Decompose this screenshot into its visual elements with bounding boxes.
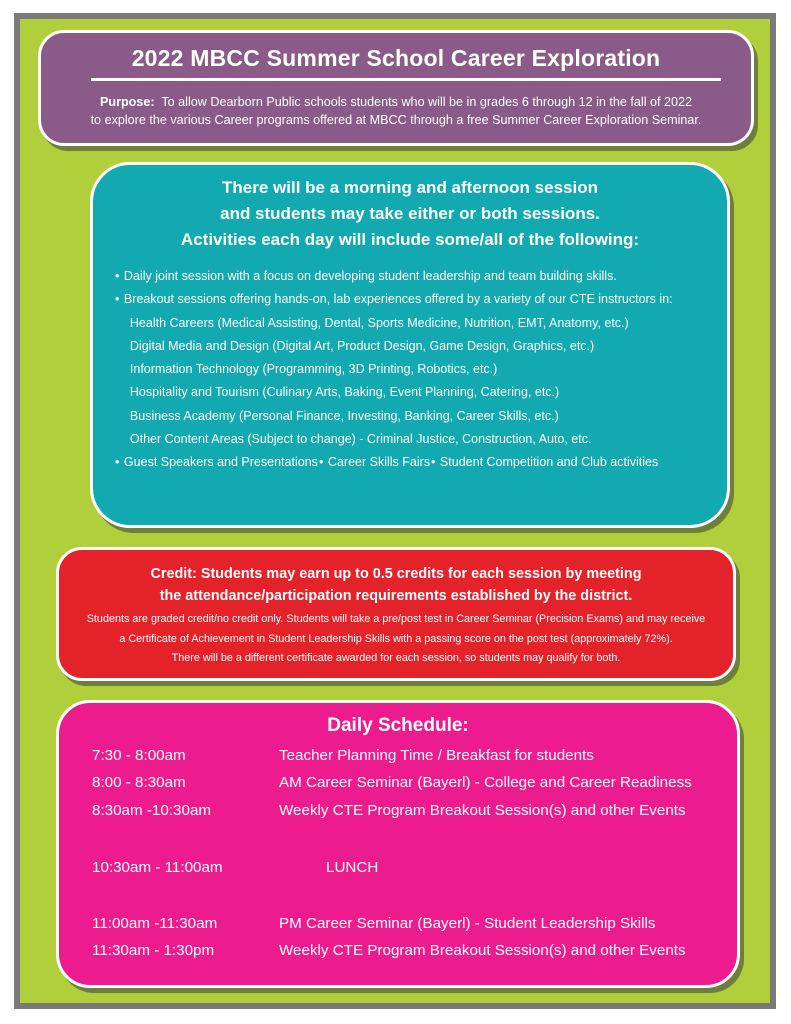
schedule-title: Daily Schedule:: [327, 715, 469, 736]
schedule-activity: AM Career Seminar (Bayerl) - College and Career Readiness: [279, 774, 692, 791]
schedule-time: 8:30am -10:30am: [92, 802, 212, 819]
sessions-heading-line-3: Activities each day will include some/all of the following:: [180, 230, 640, 249]
purpose-text: [47, 93, 745, 129]
activity-item: [431, 451, 658, 474]
activity-text: Information Technology (Programming, 3D Printing, Robotics, etc.): [129, 362, 498, 377]
activity-item: [115, 335, 594, 358]
bullet-icon: •: [431, 455, 436, 470]
bullet-icon: •: [319, 455, 324, 470]
activity-item: [115, 312, 629, 335]
activity-item: [115, 265, 617, 288]
activity-text: Student Competition and Club activities: [440, 455, 659, 470]
activity-item: [319, 451, 430, 474]
sessions-heading-line-1: There will be a morning and afternoon session: [222, 178, 598, 197]
schedule-time: 7:30 - 8:00am: [92, 747, 186, 764]
purpose-label: Purpose:: [99, 95, 155, 109]
schedule-activity: Weekly CTE Program Breakout Session(s) and other Events: [279, 942, 686, 959]
credit-details-line-3: There will be a different certificate awarded for each session, so students may qualify for both.: [171, 652, 621, 664]
bullet-icon: •: [115, 292, 120, 307]
schedule-activity: PM Career Seminar (Bayerl) - Student Leadership Skills: [279, 915, 656, 932]
credit-details: [59, 610, 733, 669]
activity-item: [115, 405, 559, 428]
sessions-heading: [93, 175, 727, 253]
title-divider: [91, 78, 721, 81]
activity-text: Other Content Areas (Subject to change) - Criminal Justice, Construction, Auto, etc.: [129, 432, 592, 447]
schedule-panel: [56, 700, 740, 988]
schedule-activity: Weekly CTE Program Breakout Session(s) and other Events: [279, 802, 686, 819]
activity-text: Health Careers (Medical Assisting, Dental, Sports Medicine, Nutrition, EMT, Anatomy, etc.): [129, 315, 629, 330]
bullet-icon: •: [115, 269, 120, 283]
purpose-line-2: to explore the various Career programs offered at MBCC through a free Summer Career Exploration Seminar.: [90, 113, 702, 127]
activity-text: Daily joint session with a focus on developing student leadership and team building skills.: [123, 269, 617, 283]
activity-item: [115, 428, 591, 451]
credit-details-line-1: Students are graded credit/no credit only. Students will take a pre/post test in Career Seminar (Precision Exams) and may receive: [86, 613, 706, 625]
activity-text: Breakout sessions offering hands-on, lab experiences offered by a variety of our CTE instructors in:: [123, 292, 673, 307]
activity-item: [115, 288, 673, 311]
schedule-time: 10:30am - 11:00am: [92, 859, 223, 876]
header-panel: [38, 30, 754, 146]
credit-panel: [56, 547, 736, 681]
schedule-time: 8:00 - 8:30am: [92, 774, 186, 791]
purpose-line-1: To allow Dearborn Public schools students who will be in grades 6 through 12 in the fall of 2022: [161, 95, 693, 109]
credit-details-line-2: a Certificate of Achievement in Student Leadership Skills with a passing score on the post test (approximately 72%).: [119, 632, 673, 645]
schedule-time: 11:00am -11:30am: [92, 915, 218, 932]
activity-text: Career Skills Fairs: [328, 455, 431, 470]
sessions-heading-line-2: and students may take either or both sessions.: [220, 204, 600, 223]
activity-item: [115, 381, 559, 404]
activity-item: [115, 451, 318, 474]
schedule-activity: Teacher Planning Time / Breakfast for students: [279, 747, 594, 764]
activity-text: Digital Media and Design (Digital Art, Product Design, Game Design, Graphics, etc.): [129, 338, 595, 353]
activity-item: [115, 358, 497, 381]
bullet-icon: •: [115, 455, 120, 470]
activity-text: Business Academy (Personal Finance, Investing, Banking, Career Skills, etc.): [129, 408, 559, 423]
activity-text: Guest Speakers and Presentations: [123, 455, 318, 470]
credit-heading-line-2: the attendance/participation requirements established by the district.: [159, 588, 633, 604]
page-title: 2022 MBCC Summer School Career Exploration: [131, 45, 661, 71]
credit-heading-line-1: Credit: Students may earn up to 0.5 credits for each session by meeting: [150, 566, 642, 582]
schedule-activity: LUNCH: [326, 859, 379, 876]
sessions-panel: [90, 162, 730, 528]
activity-text: Hospitality and Tourism (Culinary Arts, Baking, Event Planning, Catering, etc.): [129, 385, 560, 400]
activities-list: [115, 265, 715, 475]
schedule-time: 11:30am - 1:30pm: [92, 942, 215, 959]
credit-heading: [59, 563, 733, 607]
